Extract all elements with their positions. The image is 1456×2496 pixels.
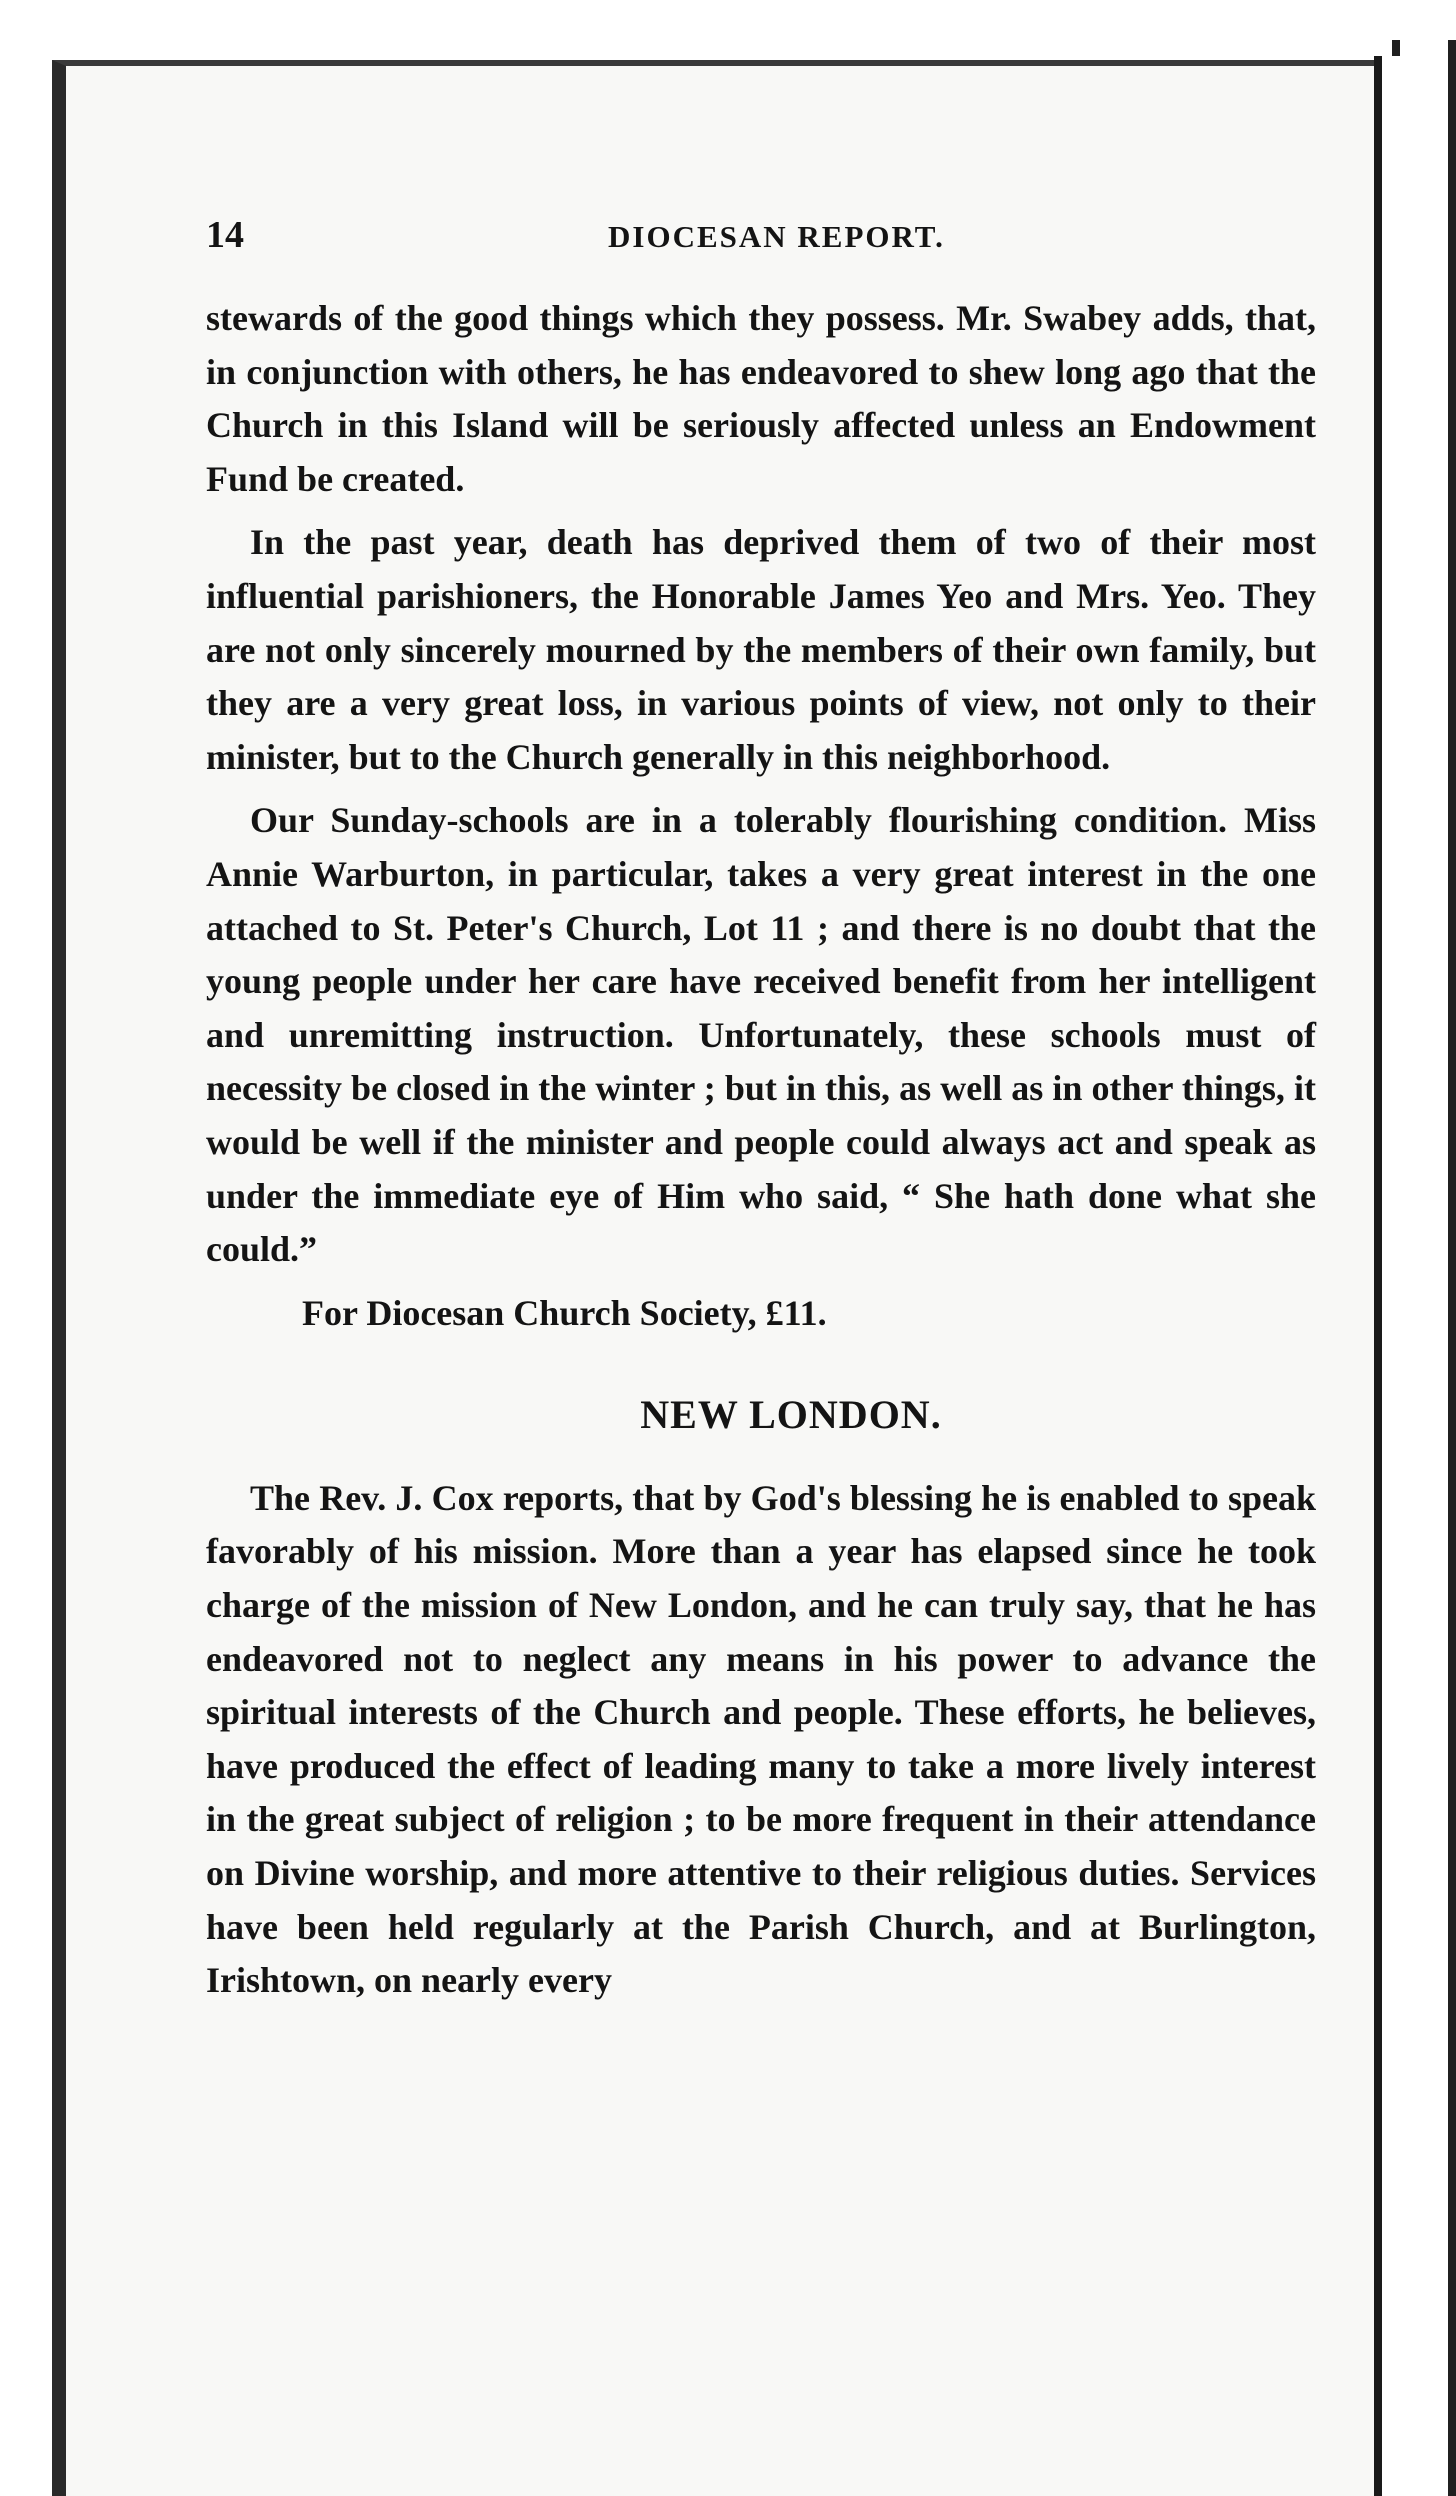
scan-background [0, 0, 1456, 64]
society-contribution: For Diocesan Church Society, £11. [302, 1292, 827, 1333]
running-head [206, 213, 1316, 263]
paragraph-bereavement: In the past year, death has deprived them of two of their most influential parishioners, the Honorable James Yeo and Mrs. Yeo. They are not only sincerely mourned by the members of their own family, but they are a very great loss, in various points of view, not only to their minister, but to the Church generally in this neighborhood. [206, 522, 1316, 777]
page-number: 14 [206, 214, 244, 256]
paragraph-continued: stewards of the good things which they possess. Mr. Swabey adds, that, in conjunction with others, he has endeavored to shew long ago that the Church in this Island will be seriously affected unless an Endowment Fund be created. [206, 298, 1316, 499]
paragraph-sunday-schools: Our Sunday-schools are in a tolerably flourishing condition. Miss Annie Warburton, in particular, takes a very great interest in the one attached to St. Peter's Church, Lot 11 ; and there is no doubt that the young people under her care have received benefit from her intelligent and unremitting instruction. Unfortunately, these schools must of necessity be closed in the winter ; but in this, as well as in other things, it would be well if the minister and people could always act and speak as under the immediate eye of Him who said, “ She hath done what she could.” [206, 800, 1316, 1270]
paragraph-new-london: The Rev. J. Cox reports, that by God's blessing he is enabled to speak favorably of his mission. More than a year has elapsed since he took charge of the mission of New London, and he can truly say, that he has endeavored not to neglect any means in his power to advance the spiritual interests of the Church and people. These efforts, he believes, have produced the effect of leading many to take a more lively interest in the great subject of religion ; to be more frequent in their attendance on Divine worship, and more attentive to their religious duties. Services have been held regularly at the Parish Church, and at Burlington, Irishtown, on nearly every [206, 1477, 1316, 2001]
running-title: DIOCESAN REPORT. [608, 219, 945, 254]
page-fore-edge [1374, 56, 1414, 2496]
body-text [206, 292, 1316, 2008]
section-heading-new-london: NEW LONDON. [640, 1392, 942, 1438]
